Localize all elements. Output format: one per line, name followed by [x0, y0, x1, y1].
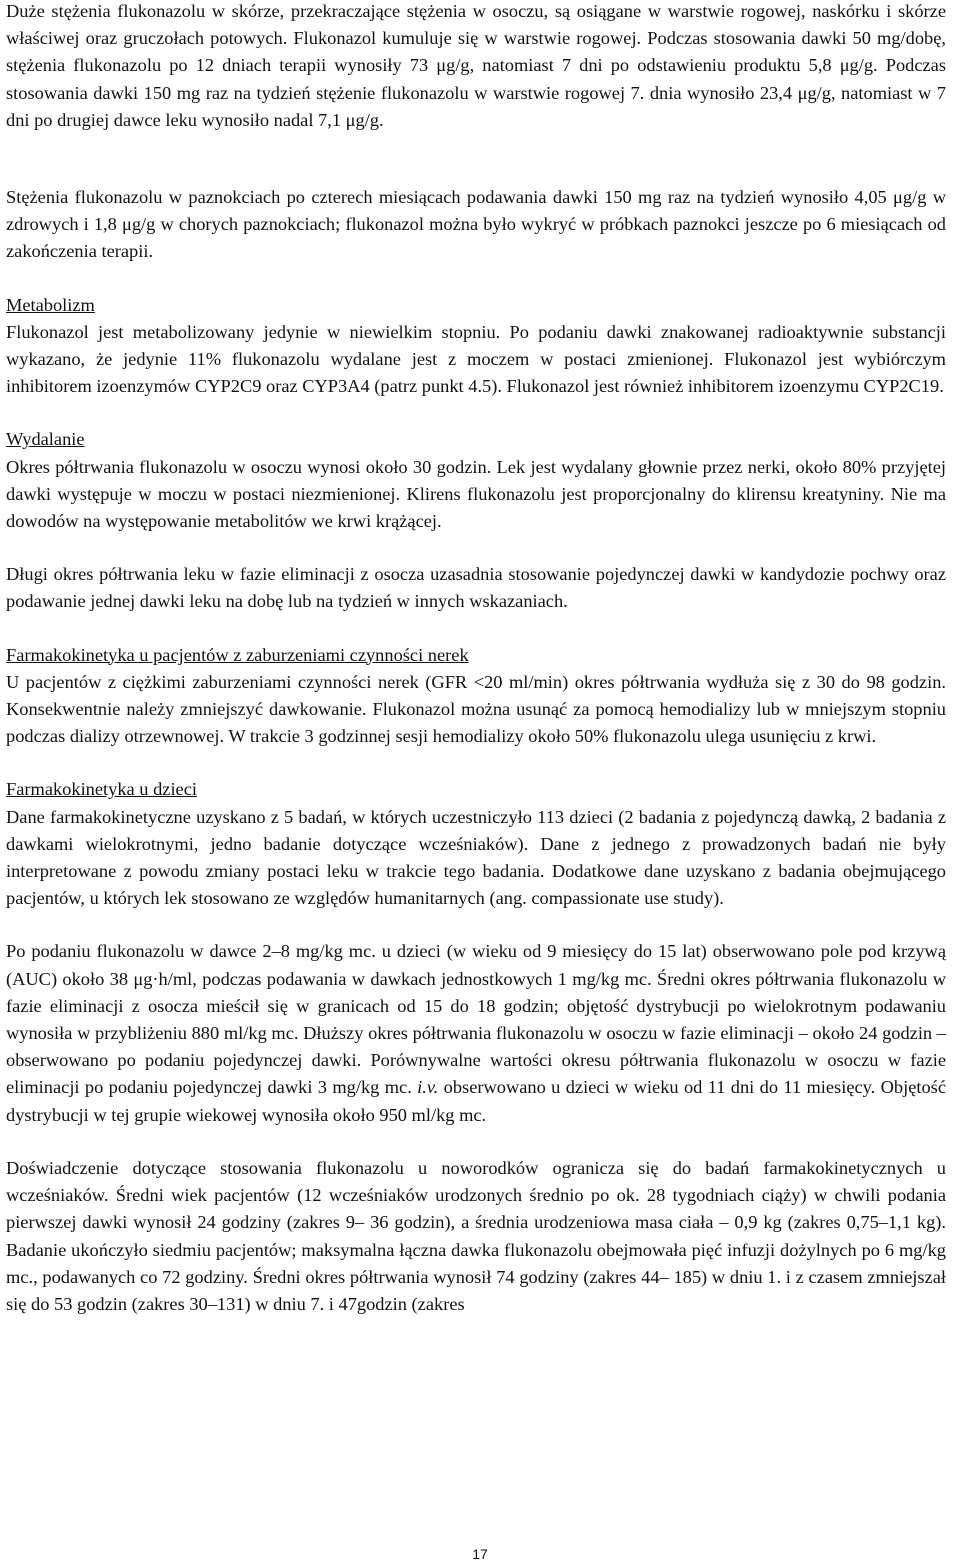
children-dose-text-1: Po podaniu flukonazolu w dawce 2–8 mg/kg mc. u dzieci (w wieku od 9 miesięcy do 15 lat) obserwowano pole pod krzywą (AUC) około 38 μg·h/ml, podczas podawania w dawkach jednostkowych 1 mg/kg mc. Średni okres półtrwania flukonazolu w fazie eliminacji z osocza mieścił się w granicach od 15 do 18 godzin; objętość dystrybucji po wielokrotnym podawaniu wynosiła w przybliżeniu 880 ml/kg mc. Dłuższy okres półtrwania flukonazolu w osoczu w fazie eliminacji – około 24 godzin – obserwowano po podaniu pojedynczej dawki. Porównywalne wartości okresu półtrwania flukonazolu w osoczu w fazie eliminacji po podaniu pojedynczej dawki 3 mg/kg mc. [6, 941, 946, 1098]
page-number: 17 [472, 1546, 488, 1562]
metabolism-paragraph: Flukonazol jest metabolizowany jedynie w niewielkim stopniu. Po podaniu dawki znakowanej radioaktywnie substancji wykazano, że jedynie 11% flukonazolu wydalane jest z moczem w postaci zmienionej. Flukonazol jest wybiórczym inhibitorem izoenzymów CYP2C9 oraz CYP3A4 (patrz punkt 4.5). Flukonazol jest również inhibitorem izoenzymu CYP2C19. [6, 321, 946, 397]
excretion-heading: Wydalanie [6, 429, 85, 450]
intro-block [6, 0, 946, 134]
children-heading: Farmakokinetyka u dzieci [6, 779, 197, 800]
children-dose-text-2: obserwowano u dzieci w wieku od 11 dni do 11 miesięcy. Objętość dystrybucji w tej grupie wiekowej wynosiła około 950 ml/kg mc. [6, 1077, 946, 1125]
metabolism-heading: Metabolizm [6, 294, 95, 315]
children-dose-paragraph [6, 938, 946, 1128]
renal-impairment-heading: Farmakokinetyka u pacjentów z zaburzeniami czynności nerek [6, 644, 469, 665]
main-block [6, 184, 946, 1318]
nail-concentration-paragraph: Stężenia flukonazolu w paznokciach po czterech miesiącach podawania dawki 150 mg raz na tydzień wynosiło 4,05 μg/g w zdrowych i 1,8 μg/g w chorych paznokciach; flukonazol można było wykryć w próbkach paznokci jeszcze po 6 miesiącach od zakończenia terapii. [6, 187, 946, 262]
half-life-paragraph: Długi okres półtrwania leku w fazie eliminacji z osocza uzasadnia stosowanie pojedynczej dawki w kandydozie pochwy oraz podawanie jednej dawki leku na dobę lub na tydzień w innych wskazaniach. [6, 564, 946, 612]
skin-concentration-paragraph: Duże stężenia flukonazolu w skórze, przekraczające stężenia w osoczu, są osiągane w warstwie rogowej, naskórku i skórze właściwej oraz gruczołach potowych. Flukonazol kumuluje się w warstwie rogowej. Podczas stosowania dawki 50 mg/dobę, stężenia flukonazolu po 12 dniach terapii wynosiły 73 μg/g, natomiast 7 dni po odstawieniu produktu 5,8 μg/g. Podczas stosowania dawki 150 mg raz na tydzień stężenie flukonazolu w warstwie rogowej 7. dnia wynosiło 23,4 μg/g, natomiast w 7 dni po drugiej dawce leku wynosiło nadal 7,1 μg/g. [6, 1, 946, 130]
renal-impairment-paragraph: U pacjentów z ciężkimi zaburzeniami czynności nerek (GFR <20 ml/min) okres półtrwania wydłuża się z 30 do 98 godzin. Konsekwentnie należy zmniejszyć dawkowanie. Flukonazol można usunąć za pomocą hemodializy lub w mniejszym stopniu podczas dializy otrzewnowej. W trakcie 3 godzinnej sesji hemodializy około 50% flukonazolu ulega usunięciu z krwi. [6, 671, 946, 747]
document-page [6, 0, 946, 1568]
excretion-paragraph: Okres półtrwania flukonazolu w osoczu wynosi około 30 godzin. Lek jest wydalany głownie przez nerki, około 80% przyjętej dawki występuje w moczu w postaci niezmienionej. Klirens flukonazolu jest proporcjonalny do klirensu kreatyniny. Nie ma dowodów na występowanie metabolitów we krwi krążącej. [6, 456, 946, 532]
neonates-paragraph: Doświadczenie dotyczące stosowania flukonazolu u noworodków ogranicza się do badań farmakokinetycznych u wcześniaków. Średni wiek pacjentów (12 wcześniaków urodzonych średnio po ok. 28 tygodniach ciąży) w chwili podania pierwszej dawki wynosił 24 godziny (zakres 9– 36 godzin), a średnia urodzeniowa masa ciała – 0,9 kg (zakres 0,75–1,1 kg). Badanie ukończyło siedmiu pacjentów; maksymalna łączna dawka flukonazolu obejmowała pięć infuzji dożylnych po 6 mg/kg mc., podawanych co 72 godziny. Średni okres półtrwania wynosił 74 godziny (zakres 44– 185) w dniu 1. i z czasem zmniejszał się do 53 godzin (zakres 30–131) w dniu 7. i 47godzin (zakres [6, 1157, 946, 1314]
iv-abbreviation: i.v. [417, 1077, 439, 1098]
children-paragraph: Dane farmakokinetyczne uzyskano z 5 badań, w których uczestniczyło 113 dzieci (2 badania z pojedynczą dawką, 2 badania z dawkami wielokrotnymi, jedno badanie dotyczące wcześniaków). Dane z jednego z prowadzonych badań nie były interpretowane z powodu zmiany postaci leku w trakcie tego badania. Dodatkowe dane uzyskano z badania obejmującego pacjentów, u których lek stosowano ze względów humanitarnych (ang. compassionate use study). [6, 806, 946, 909]
